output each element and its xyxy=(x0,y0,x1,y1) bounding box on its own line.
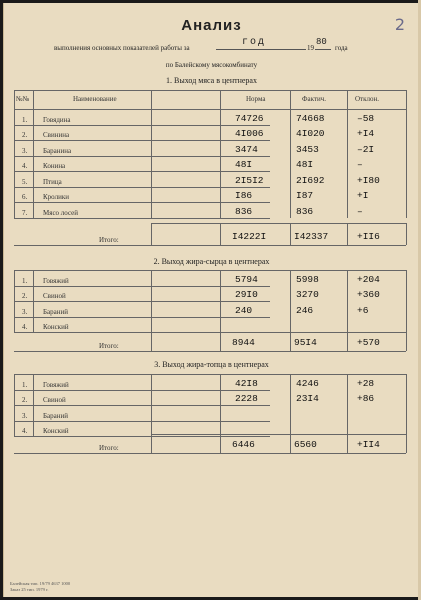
table-rule xyxy=(151,202,270,203)
row-name: Свиной xyxy=(43,292,66,300)
row-name: Бараний xyxy=(43,411,68,420)
table-rule xyxy=(220,270,221,332)
row-number: 2. xyxy=(22,292,28,300)
fact-value: 246 xyxy=(296,304,314,316)
table-rule xyxy=(347,109,348,218)
norm-value: 5794 xyxy=(235,273,258,285)
row-number: 6. xyxy=(22,193,28,201)
table-rule xyxy=(406,374,407,436)
row-name: Бараний xyxy=(43,307,68,316)
table-rule xyxy=(151,90,152,109)
table-rule xyxy=(14,140,151,141)
table-rule xyxy=(220,374,221,436)
norm-value: 836 xyxy=(235,205,253,217)
table-rule xyxy=(14,351,406,352)
table-rule xyxy=(14,390,151,391)
table-rule xyxy=(151,421,270,422)
norm-value: I86 xyxy=(235,190,253,201)
table-rule xyxy=(290,223,291,245)
table-rule xyxy=(14,332,151,333)
fact-value: 836 xyxy=(296,205,314,217)
header-dev: Отклон. xyxy=(355,95,380,103)
fact-value: 5998 xyxy=(296,273,319,285)
table-rule xyxy=(14,270,406,271)
row-number: 1. xyxy=(22,380,28,389)
table-rule xyxy=(151,171,270,172)
deviation-value: +I80 xyxy=(357,174,380,186)
table-rule xyxy=(14,187,151,188)
total-dev: +II4 xyxy=(357,439,380,450)
fact-value: 4246 xyxy=(296,377,319,389)
table-rule xyxy=(406,270,407,332)
table-rule xyxy=(14,245,406,246)
fact-value: I87 xyxy=(296,190,314,201)
organization: по Балейскому мясокомбинату xyxy=(165,61,258,69)
row-number: 4. xyxy=(22,323,28,331)
table-rule xyxy=(151,301,270,302)
table-rule xyxy=(347,332,348,351)
total-dev: +II6 xyxy=(357,231,380,242)
printing-imprint: Балейская тип. 19/79 4637 1000 Заказ 25 тип. 1979 г. xyxy=(10,581,71,592)
row-number: 4. xyxy=(22,427,28,435)
fact-value: 48I xyxy=(296,159,314,170)
row-number: 2. xyxy=(22,396,28,404)
year-prefix: 19 xyxy=(307,44,314,52)
table-rule xyxy=(347,90,348,109)
table-rule xyxy=(33,270,34,332)
deviation-value: +I4 xyxy=(357,128,375,139)
row-name: Свиной xyxy=(43,396,66,404)
row-name: Кролики xyxy=(43,193,69,201)
row-name: Конина xyxy=(43,162,66,170)
table-rule xyxy=(14,270,15,332)
row-name: Конский xyxy=(43,323,69,331)
fact-value: 4I020 xyxy=(296,128,325,139)
total-label: Итого: xyxy=(99,236,119,244)
row-name: Говяжий xyxy=(43,380,69,389)
table-rule xyxy=(33,374,34,436)
table-rule xyxy=(14,374,406,375)
row-number: 2. xyxy=(22,131,28,139)
deviation-value: – xyxy=(357,159,363,170)
row-number: 3. xyxy=(22,146,28,155)
table-rule xyxy=(290,270,291,332)
fact-value: 74668 xyxy=(296,112,325,124)
document-page xyxy=(3,3,420,597)
table-rule xyxy=(406,223,407,245)
table-rule xyxy=(14,317,151,318)
row-name: Баранина xyxy=(43,146,72,155)
header-no: №№ xyxy=(16,95,30,103)
table-rule xyxy=(14,436,151,437)
row-number: 1. xyxy=(22,115,28,124)
year-word: года xyxy=(335,44,348,52)
norm-value: 29I0 xyxy=(235,289,258,300)
deviation-value: +6 xyxy=(357,304,369,316)
subtitle-prefix: выполнения основных показателей работы за xyxy=(54,44,190,52)
total-norm: I4222I xyxy=(232,231,267,242)
row-number: 4. xyxy=(22,162,28,170)
table-rule xyxy=(151,332,406,333)
section3-title: 3. Выход жира-топца в центнерах xyxy=(154,360,269,369)
table-rule xyxy=(151,332,152,351)
table-rule xyxy=(151,436,270,437)
total-norm: 6446 xyxy=(232,439,255,450)
norm-value: 42I8 xyxy=(235,377,258,389)
table-rule xyxy=(151,156,270,157)
table-rule xyxy=(14,202,151,203)
table-rule xyxy=(151,434,406,435)
table-rule xyxy=(220,223,221,245)
table-rule xyxy=(151,109,152,218)
table-rule xyxy=(151,125,270,126)
row-number: 7. xyxy=(22,208,28,217)
period-underline xyxy=(216,49,306,50)
table-rule xyxy=(14,156,151,157)
norm-value: 74726 xyxy=(235,112,264,124)
row-name: Птица xyxy=(43,177,62,186)
section1-title: 1. Выход мяса в центнерах xyxy=(166,76,257,85)
row-name: Конский xyxy=(43,427,69,435)
table-rule xyxy=(151,390,270,391)
total-fact: I42337 xyxy=(294,231,329,242)
total-dev: +570 xyxy=(357,337,380,348)
table-rule xyxy=(406,434,407,453)
year-underline xyxy=(315,49,331,50)
norm-value: 2228 xyxy=(235,393,258,404)
table-rule xyxy=(14,453,406,454)
table-rule xyxy=(220,332,221,351)
table-rule xyxy=(220,90,221,109)
fact-value: 23I4 xyxy=(296,393,319,404)
row-number: 3. xyxy=(22,411,28,420)
deviation-value: – xyxy=(357,205,363,217)
row-name: Говядина xyxy=(43,115,71,124)
table-rule xyxy=(151,223,152,245)
document-title: Анализ xyxy=(181,17,242,34)
table-rule xyxy=(14,109,406,110)
table-rule xyxy=(151,405,270,406)
table-rule xyxy=(290,90,291,109)
table-rule xyxy=(347,374,348,436)
table-rule xyxy=(290,374,291,436)
row-name: Свинина xyxy=(43,131,70,139)
table-rule xyxy=(406,332,407,351)
row-number: 3. xyxy=(22,307,28,316)
table-rule xyxy=(14,109,15,218)
table-rule xyxy=(406,90,407,109)
norm-value: 240 xyxy=(235,304,253,316)
table-rule xyxy=(14,301,151,302)
header-name: Наименование xyxy=(73,95,117,103)
table-rule xyxy=(33,90,34,109)
table-rule xyxy=(14,374,15,436)
table-rule xyxy=(151,374,152,436)
deviation-value: +28 xyxy=(357,377,375,389)
fact-value: 3270 xyxy=(296,289,319,300)
row-name: Мясо лосей xyxy=(43,208,79,217)
table-rule xyxy=(14,421,151,422)
deviation-value: +86 xyxy=(357,393,375,404)
row-number: 5. xyxy=(22,177,28,186)
period: год xyxy=(242,37,267,48)
table-rule xyxy=(14,90,15,109)
total-label: Итого: xyxy=(99,444,119,452)
table-rule xyxy=(14,171,151,172)
total-label: Итого: xyxy=(99,342,119,350)
table-rule xyxy=(14,125,151,126)
norm-value: 4I006 xyxy=(235,128,264,139)
deviation-value: +360 xyxy=(357,289,380,300)
deviation-value: +204 xyxy=(357,273,380,285)
table-rule xyxy=(290,434,291,453)
norm-value: 3474 xyxy=(235,143,258,155)
norm-value: 48I xyxy=(235,159,253,170)
table-rule xyxy=(406,109,407,218)
row-name: Говяжий xyxy=(43,276,69,285)
table-rule xyxy=(33,109,34,218)
header-fact: Фактич. xyxy=(302,95,327,103)
table-rule xyxy=(347,434,348,453)
table-rule xyxy=(151,218,270,219)
table-rule xyxy=(14,218,151,219)
table-rule xyxy=(290,109,291,218)
section2-title: 2. Выход жира-сырца в центнерах xyxy=(153,257,270,266)
fact-value: 3453 xyxy=(296,143,319,155)
table-rule xyxy=(220,434,221,453)
deviation-value: –2I xyxy=(357,143,375,155)
table-rule xyxy=(14,286,151,287)
total-fact: 95I4 xyxy=(294,337,317,348)
table-rule xyxy=(151,286,270,287)
deviation-value: –58 xyxy=(357,112,375,124)
total-norm: 8944 xyxy=(232,337,255,348)
table-rule xyxy=(151,270,152,332)
total-fact: 6560 xyxy=(294,439,317,450)
fact-value: 2I692 xyxy=(296,174,325,186)
header-norm: Норма xyxy=(246,95,266,103)
table-rule xyxy=(151,317,270,318)
row-number: 1. xyxy=(22,276,28,285)
table-rule xyxy=(347,270,348,332)
table-rule xyxy=(14,405,151,406)
table-rule xyxy=(220,109,221,218)
table-rule xyxy=(151,187,270,188)
year-suffix: 80 xyxy=(316,37,327,47)
table-rule xyxy=(290,332,291,351)
table-rule xyxy=(347,223,348,245)
table-rule xyxy=(151,140,270,141)
page-number: 2 xyxy=(394,15,405,34)
deviation-value: +I xyxy=(357,190,369,201)
norm-value: 2I5I2 xyxy=(235,174,264,186)
table-rule xyxy=(151,434,152,453)
table-rule xyxy=(151,223,406,224)
